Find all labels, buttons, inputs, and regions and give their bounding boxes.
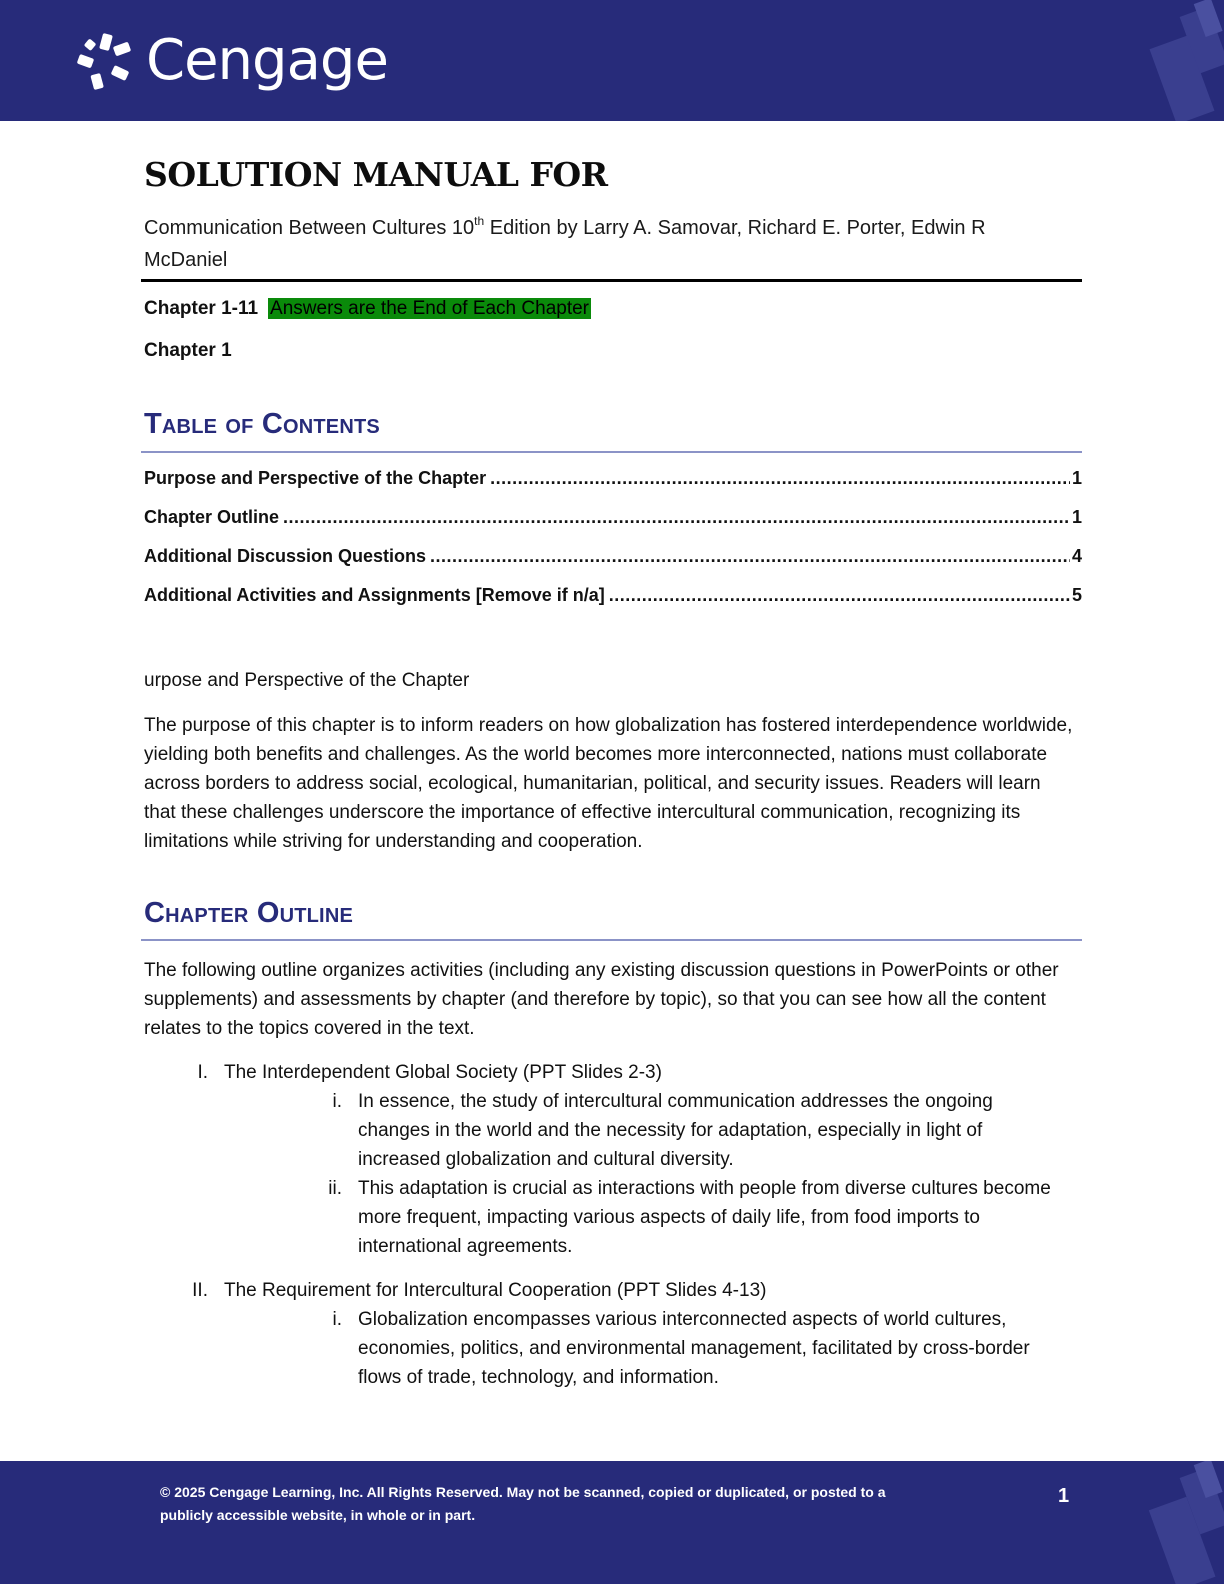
toc-entry-page: 4 (1071, 546, 1082, 566)
toc-entry-label: Additional Activities and Assignments [Remove if n/a] (144, 585, 605, 605)
toc-entry[interactable] (144, 507, 1082, 546)
toc-entry-page: 5 (1071, 585, 1082, 605)
outline-subitem-text: In essence, the study of intercultural communication addresses the ongoing changes in the world and the necessity for adaptation, especially in light of increased globalization and cultural diversity. (358, 1091, 993, 1170)
toc-entry-page: 1 (1071, 468, 1082, 488)
outline-subitem-number: i. (332, 1091, 342, 1112)
outline-subitem (144, 1305, 1082, 1392)
chapters-line (144, 296, 591, 322)
outline-item-text: The Requirement for Intercultural Cooperation (PPT Slides 4-13) (224, 1280, 767, 1301)
toc-leader-dots (490, 468, 1070, 489)
page-number: 1 (1058, 1485, 1070, 1507)
toc-leader-dots (283, 507, 1070, 528)
outline-subitem-text: This adaptation is crucial as interactions with people from diverse cultures become more frequent, impacting various aspects of daily life, from food imports to international agreements. (358, 1178, 1051, 1257)
document-title: SOLUTION MANUAL FOR (144, 155, 608, 194)
footer-band (0, 1461, 1224, 1584)
chapter-label: Chapter 1 (144, 340, 232, 361)
outline-intro: The following outline organizes activities (including any existing discussion questions in PowerPoints or other supplements) and assessments by chapter (and therefore by topic), so that you can see how all the content relates to the topics covered in the text. (144, 960, 1059, 1039)
outline-subitem-number: ii. (328, 1178, 342, 1199)
decorative-blocks-icon (1144, 1461, 1224, 1584)
title-divider (141, 279, 1082, 282)
subtitle-text-end: Edition by Larry A. Samovar, Richard E. Porter, Edwin R McDaniel (144, 217, 986, 271)
cengage-mark-icon (74, 30, 136, 92)
outline-subitem (144, 1174, 1082, 1261)
toc-leader-dots (430, 546, 1070, 567)
chapters-note-highlight: Answers are the End of Each Chapter (270, 298, 590, 319)
outline-item (144, 1276, 1082, 1305)
toc-leader-dots (609, 585, 1070, 606)
toc-heading: Table of Contents (144, 408, 380, 440)
toc-entry-label: Purpose and Perspective of the Chapter (144, 468, 487, 488)
outline-item-number: II. (192, 1280, 208, 1301)
outline-heading: Chapter Outline (144, 897, 354, 929)
table-of-contents (144, 468, 1082, 624)
toc-entry[interactable] (144, 468, 1082, 507)
header-band (0, 0, 1224, 121)
outline-spacer (144, 1261, 1082, 1276)
outline-item (144, 1058, 1082, 1087)
decorative-blocks-icon (1144, 0, 1224, 121)
outline-list (144, 1058, 1082, 1392)
toc-entry[interactable] (144, 546, 1082, 585)
purpose-heading: urpose and Perspective of the Chapter (144, 670, 470, 691)
subtitle-superscript: th (474, 214, 485, 228)
toc-entry[interactable] (144, 585, 1082, 624)
purpose-body: The purpose of this chapter is to inform readers on how globalization has fostered interdependence worldwide, yielding both benefits and challenges. As the world becomes more interconnected, nations must collaborate across borders to address social, ecological, humanitarian, political, and security issues. Readers will learn that these challenges underscore the importance of effective intercultural communication, recognizing its limitations while striving for understanding and cooperation. (144, 715, 1073, 852)
outline-item-number: I. (197, 1062, 208, 1083)
subtitle-text-start: Communication Between Cultures 10 (144, 217, 475, 239)
chapters-label: Chapter 1-11 (144, 298, 259, 319)
document-subtitle (144, 212, 1074, 276)
brand-name: Cengage (146, 28, 388, 93)
outline-subitem-number: i. (332, 1309, 342, 1330)
outline-subitem-text: Globalization encompasses various interconnected aspects of world cultures, economies, politics, and environmental management, facilitated by cross-border flows of trade, technology, and information. (358, 1309, 1030, 1388)
outline-heading-rule (141, 939, 1082, 941)
toc-heading-rule (141, 451, 1082, 453)
cengage-logo[interactable] (74, 30, 388, 92)
outline-item-text: The Interdependent Global Society (PPT Slides 2-3) (224, 1062, 662, 1083)
outline-subitem (144, 1087, 1082, 1174)
toc-entry-page: 1 (1071, 507, 1082, 527)
copyright-notice: © 2025 Cengage Learning, Inc. All Rights Reserved. May not be scanned, copied or duplicated, or posted to a publicly accessible website, in whole or in part. (160, 1484, 886, 1523)
toc-entry-label: Additional Discussion Questions (144, 546, 427, 566)
toc-entry-label: Chapter Outline (144, 507, 280, 527)
